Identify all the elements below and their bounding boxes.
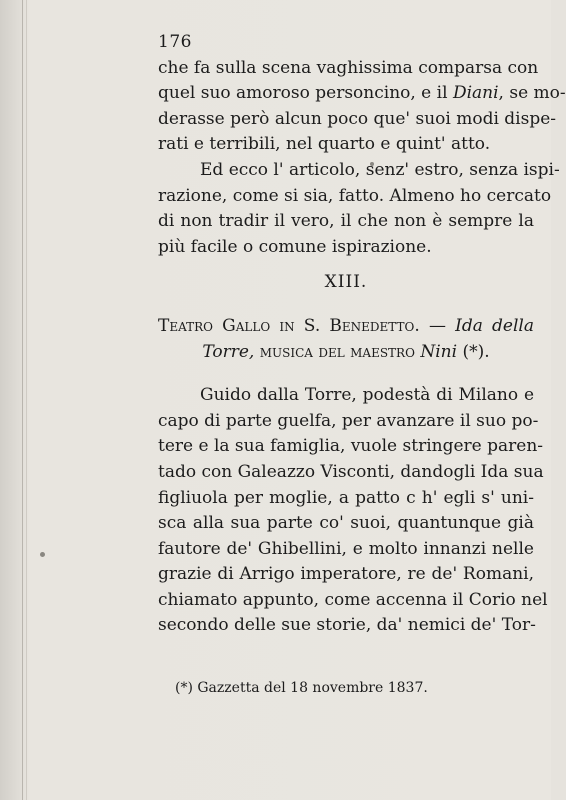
text-line: di non tradir il vero, il che non è sempre la bbox=[158, 211, 534, 232]
text-line: che fa sulla scena vaghissima comparsa con bbox=[158, 57, 539, 78]
title-opera-part1: Ida della bbox=[455, 315, 535, 336]
paragraph-2 bbox=[158, 158, 560, 260]
text-line: Guido dalla Torre, podestà di Milano e bbox=[200, 385, 534, 406]
title-line-2 bbox=[158, 340, 534, 366]
paragraph-1 bbox=[158, 56, 566, 158]
page-number: 176 bbox=[158, 32, 192, 52]
text-line: più facile o comune ispirazione. bbox=[158, 236, 432, 257]
article-title bbox=[158, 314, 534, 365]
paragraph-3 bbox=[158, 383, 548, 639]
title-music-by: musica del maestro bbox=[259, 341, 415, 362]
text-line: chiamato appunto, come accenna il Corio nel bbox=[158, 589, 548, 610]
spacer bbox=[158, 365, 534, 383]
binding-gutter-shadow bbox=[26, 0, 27, 800]
section-heading: XIII. bbox=[324, 272, 368, 293]
text-line: tado con Galeazzo Visconti, dandogli Ida sua bbox=[158, 461, 544, 482]
page-text-block bbox=[158, 30, 566, 639]
text-line: razione, come si sia, fatto. Almeno ho cercato bbox=[158, 185, 552, 206]
text-line: tere e la sua famiglia, vuole stringere paren- bbox=[158, 436, 544, 457]
paper-speck bbox=[40, 552, 45, 557]
text-line: capo di parte guelfa, per avanzare il suo po- bbox=[158, 410, 539, 431]
title-opera-part2: Torre, bbox=[202, 341, 255, 362]
title-line-1 bbox=[158, 314, 534, 340]
title-composer: Nini bbox=[420, 341, 458, 362]
text-line: rati e terribili, nel quarto e quint' atto. bbox=[158, 134, 491, 155]
text-line: quel suo amoroso personcino, e il Diani, se mo- bbox=[158, 83, 566, 104]
binding-gutter-line bbox=[22, 0, 23, 800]
text-line: derasse però alcun poco que' suoi modi dispe- bbox=[158, 108, 557, 129]
text-line: figliuola per moglie, a patto c h' egli s' uni- bbox=[158, 487, 534, 508]
title-venue: Teatro Gallo in S. Benedetto. — bbox=[158, 315, 446, 336]
footnote: (*) Gazzetta del 18 novembre 1837. bbox=[175, 680, 428, 696]
text-line: grazie di Arrigo imperatore, re de' Romani, bbox=[158, 564, 534, 585]
text-line: Ed ecco l' articolo, senz' estro, senza ispi- bbox=[200, 159, 560, 180]
italic-name: Diani bbox=[452, 83, 499, 104]
title-footnote-mark: (*). bbox=[462, 341, 490, 362]
text-line: fautore de' Ghibellini, e molto innanzi nelle bbox=[158, 538, 534, 559]
text-line: sca alla sua parte co' suoi, quantunque già bbox=[158, 513, 534, 534]
text-line: secondo delle sue storie, da' nemici de' Tor- bbox=[158, 615, 536, 636]
